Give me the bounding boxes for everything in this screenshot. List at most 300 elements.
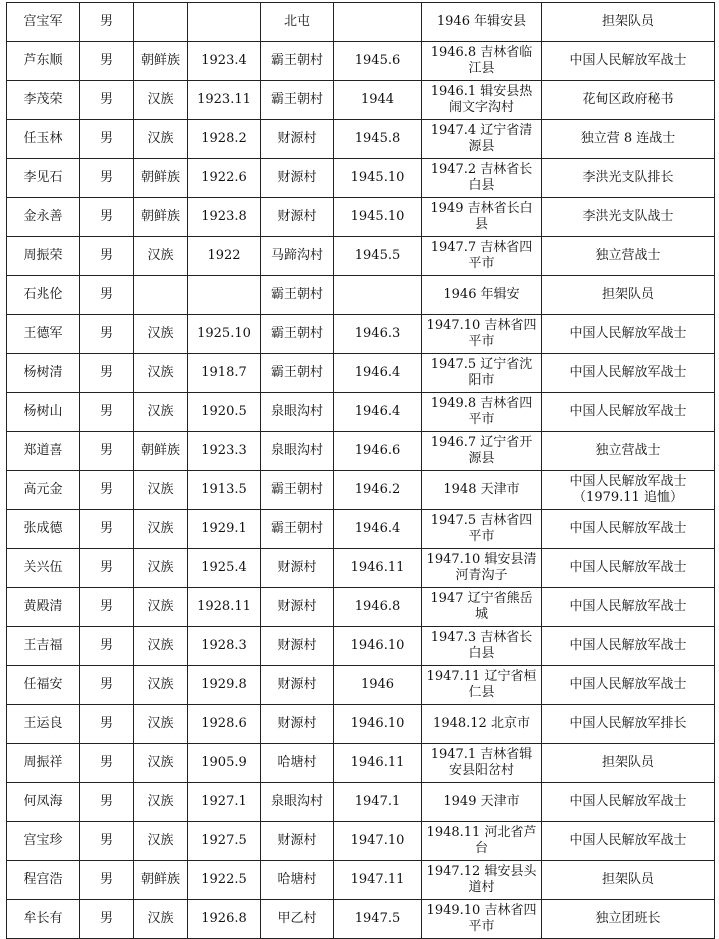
role-cell — [542, 198, 715, 237]
death-date-place-cell-text: 1949.10 吉林省四平市 — [426, 903, 537, 934]
enlist-date-cell — [334, 666, 422, 705]
table-row — [7, 744, 715, 783]
ethnicity-cell-text: 汉族 — [147, 794, 174, 809]
birth-date-cell — [188, 198, 261, 237]
ethnicity-cell — [134, 198, 188, 237]
death-date-place-cell-text: 1948.12 北京市 — [433, 716, 530, 731]
village-cell — [261, 471, 334, 510]
sex-cell-text: 男 — [99, 521, 113, 536]
birth-date-cell — [188, 393, 261, 432]
name-cell-text: 张成德 — [23, 521, 63, 536]
death-date-place-cell-text: 1946.7 辽宁省开源县 — [430, 435, 533, 466]
ethnicity-cell-text: 汉族 — [147, 521, 174, 536]
sex-cell-text: 男 — [99, 482, 113, 497]
sex-cell — [80, 549, 134, 588]
role-cell — [542, 705, 715, 744]
death-date-place-cell-text: 1947.11 辽宁省桓仁县 — [426, 669, 537, 700]
birth-date-cell — [188, 159, 261, 198]
enlist-date-cell — [334, 159, 422, 198]
sex-cell — [80, 315, 134, 354]
role-cell — [542, 861, 715, 900]
death-date-place-cell — [422, 627, 542, 666]
enlist-date-cell — [334, 705, 422, 744]
enlist-date-cell — [334, 315, 422, 354]
ethnicity-cell-text: 汉族 — [147, 755, 174, 770]
name-cell-text: 任玉林 — [23, 131, 63, 146]
name-cell-text: 王运良 — [23, 716, 63, 731]
birth-date-cell-text: 1922.5 — [201, 872, 247, 887]
birth-date-cell-text: 1923.11 — [197, 92, 251, 107]
birth-date-cell — [188, 822, 261, 861]
death-date-place-cell — [422, 471, 542, 510]
death-date-place-cell-text: 1947.12 辑安县头道村 — [426, 864, 537, 895]
death-date-place-cell — [422, 900, 542, 939]
name-cell — [7, 315, 80, 354]
death-date-place-cell — [422, 81, 542, 120]
sex-cell — [80, 3, 134, 42]
ethnicity-cell — [134, 627, 188, 666]
sex-cell — [80, 861, 134, 900]
birth-date-cell-text: 1920.5 — [201, 404, 247, 419]
role-cell-text: 中国人民解放军战士 — [569, 638, 687, 653]
village-cell — [261, 744, 334, 783]
death-date-place-cell-text: 1946.1 辑安县热闹文字沟村 — [430, 84, 533, 115]
enlist-date-cell-text: 1945.10 — [350, 209, 405, 224]
ethnicity-cell-text: 朝鲜族 — [140, 872, 180, 887]
sex-cell — [80, 198, 134, 237]
role-cell — [542, 237, 715, 276]
village-cell — [261, 549, 334, 588]
table-row — [7, 471, 715, 510]
role-cell-text: 中国人民解放军战士 — [569, 794, 687, 809]
table-row — [7, 237, 715, 276]
name-cell — [7, 861, 80, 900]
ethnicity-cell-text: 汉族 — [147, 404, 174, 419]
table-row — [7, 627, 715, 666]
village-cell — [261, 627, 334, 666]
death-date-place-cell — [422, 744, 542, 783]
birth-date-cell — [188, 276, 261, 315]
role-cell-text: 独立营战士 — [595, 443, 661, 458]
enlist-date-cell-text: 1947.11 — [350, 872, 405, 887]
village-cell-text: 霸王朝村 — [270, 53, 323, 68]
ethnicity-cell-text: 汉族 — [147, 248, 174, 263]
enlist-date-cell-text: 1947.1 — [354, 794, 401, 809]
role-cell-text: 中国人民解放军战士 — [569, 474, 687, 489]
name-cell — [7, 822, 80, 861]
death-date-place-cell — [422, 861, 542, 900]
village-cell — [261, 159, 334, 198]
enlist-date-cell — [334, 549, 422, 588]
death-date-place-cell-text: 1949 吉林省长白县 — [430, 201, 533, 232]
role-cell — [542, 549, 715, 588]
sex-cell-text: 男 — [99, 170, 113, 185]
role-cell-text: 担架队员 — [601, 755, 654, 770]
enlist-date-cell-text: 1946.11 — [350, 560, 405, 575]
death-date-place-cell-text: 1946 年辑安 — [443, 287, 520, 302]
name-cell — [7, 783, 80, 822]
village-cell-text: 财源村 — [277, 170, 317, 185]
ethnicity-cell-text: 朝鲜族 — [140, 443, 180, 458]
enlist-date-cell — [334, 120, 422, 159]
sex-cell-text: 男 — [99, 209, 113, 224]
enlist-date-cell-text: 1946.3 — [354, 326, 401, 341]
village-cell — [261, 42, 334, 81]
enlist-date-cell — [334, 861, 422, 900]
birth-date-cell-text: 1928.6 — [201, 716, 247, 731]
role-cell — [542, 3, 715, 42]
birth-date-cell — [188, 120, 261, 159]
role-cell — [542, 588, 715, 627]
sex-cell — [80, 666, 134, 705]
village-cell-text: 霸王朝村 — [270, 521, 323, 536]
death-date-place-cell-text: 1946 年辑安县 — [436, 14, 527, 29]
name-cell-text: 郑道喜 — [23, 443, 63, 458]
death-date-place-cell-text: 1947.5 吉林省四平市 — [430, 513, 533, 544]
table-row — [7, 354, 715, 393]
table-row — [7, 120, 715, 159]
ethnicity-cell — [134, 471, 188, 510]
death-date-place-cell-text: 1947.10 辑安县清河青沟子 — [426, 552, 537, 583]
village-cell-text: 泉眼沟村 — [270, 794, 323, 809]
role-cell-text: 中国人民解放军战士 — [569, 365, 687, 380]
ethnicity-cell-text: 汉族 — [147, 911, 174, 926]
birth-date-cell — [188, 744, 261, 783]
enlist-date-cell — [334, 42, 422, 81]
name-cell-text: 任福安 — [23, 677, 63, 692]
birth-date-cell — [188, 588, 261, 627]
role-cell-text: 担架队员 — [601, 872, 654, 887]
death-date-place-cell — [422, 393, 542, 432]
death-date-place-cell — [422, 42, 542, 81]
enlist-date-cell — [334, 432, 422, 471]
death-date-place-cell-text: 1949.8 吉林省四平市 — [430, 396, 533, 427]
ethnicity-cell — [134, 354, 188, 393]
name-cell — [7, 198, 80, 237]
death-date-place-cell — [422, 354, 542, 393]
village-cell — [261, 861, 334, 900]
sex-cell — [80, 900, 134, 939]
name-cell-text: 石兆伦 — [23, 287, 63, 302]
birth-date-cell — [188, 510, 261, 549]
name-cell — [7, 666, 80, 705]
name-cell — [7, 237, 80, 276]
death-date-place-cell — [422, 315, 542, 354]
name-cell-text: 李茂荣 — [23, 92, 63, 107]
sex-cell — [80, 237, 134, 276]
ethnicity-cell-text: 汉族 — [147, 560, 174, 575]
role-cell — [542, 276, 715, 315]
ethnicity-cell-text: 汉族 — [147, 92, 174, 107]
death-date-place-cell — [422, 822, 542, 861]
name-cell-text: 周振祥 — [23, 755, 63, 770]
role-cell-text: 中国人民解放军战士 — [569, 404, 687, 419]
birth-date-cell-text: 1925.4 — [201, 560, 247, 575]
role-cell — [542, 744, 715, 783]
enlist-date-cell-text: 1946.10 — [350, 716, 405, 731]
name-cell-text: 宫宝军 — [23, 14, 63, 29]
village-cell-text: 哈塘村 — [277, 872, 317, 887]
ethnicity-cell-text: 汉族 — [147, 716, 174, 731]
role-cell-text: 独立团班长 — [595, 911, 661, 926]
village-cell — [261, 900, 334, 939]
name-cell — [7, 81, 80, 120]
village-cell-text: 财源村 — [277, 638, 317, 653]
ethnicity-cell — [134, 237, 188, 276]
role-cell — [542, 900, 715, 939]
village-cell — [261, 588, 334, 627]
sex-cell-text: 男 — [99, 872, 113, 887]
name-cell — [7, 549, 80, 588]
role-cell-text: 独立营 8 连战士 — [580, 131, 676, 146]
name-cell-text: 高元金 — [23, 482, 63, 497]
ethnicity-cell — [134, 549, 188, 588]
death-date-place-cell — [422, 198, 542, 237]
sex-cell — [80, 510, 134, 549]
birth-date-cell-text: 1929.8 — [201, 677, 247, 692]
table-row — [7, 432, 715, 471]
village-cell — [261, 393, 334, 432]
enlist-date-cell — [334, 237, 422, 276]
enlist-date-cell-text: 1947.10 — [350, 833, 405, 848]
village-cell — [261, 237, 334, 276]
birth-date-cell — [188, 666, 261, 705]
table-row — [7, 510, 715, 549]
sex-cell-text: 男 — [99, 599, 113, 614]
enlist-date-cell — [334, 276, 422, 315]
table-row — [7, 705, 715, 744]
village-cell-text: 财源村 — [277, 560, 317, 575]
birth-date-cell — [188, 705, 261, 744]
name-cell — [7, 120, 80, 159]
sex-cell — [80, 588, 134, 627]
enlist-date-cell-text: 1945.10 — [350, 170, 405, 185]
ethnicity-cell — [134, 900, 188, 939]
ethnicity-cell — [134, 42, 188, 81]
ethnicity-cell — [134, 120, 188, 159]
role-cell — [542, 120, 715, 159]
name-cell — [7, 510, 80, 549]
ethnicity-cell — [134, 159, 188, 198]
sex-cell-text: 男 — [99, 443, 113, 458]
role-cell-text: 中国人民解放军战士 — [569, 599, 687, 614]
ethnicity-cell — [134, 588, 188, 627]
enlist-date-cell — [334, 393, 422, 432]
sex-cell-text: 男 — [99, 53, 113, 68]
death-date-place-cell — [422, 276, 542, 315]
village-cell — [261, 198, 334, 237]
village-cell — [261, 315, 334, 354]
role-cell-text: 李洪光支队战士 — [582, 209, 674, 224]
name-cell-text: 牟长有 — [23, 911, 63, 926]
birth-date-cell-text: 1918.7 — [201, 365, 247, 380]
ethnicity-cell — [134, 315, 188, 354]
role-cell — [542, 627, 715, 666]
name-cell — [7, 588, 80, 627]
enlist-date-cell — [334, 510, 422, 549]
role-cell-text: 中国人民解放军战士 — [569, 326, 687, 341]
death-date-place-cell-text: 1947.5 辽宁省沈阳市 — [430, 357, 533, 388]
role-cell-text: 中国人民解放军战士 — [569, 53, 687, 68]
name-cell-text: 宫宝珍 — [23, 833, 63, 848]
ethnicity-cell — [134, 510, 188, 549]
ethnicity-cell-text: 汉族 — [147, 638, 174, 653]
sex-cell-text: 男 — [99, 92, 113, 107]
sex-cell — [80, 354, 134, 393]
sex-cell — [80, 471, 134, 510]
sex-cell-text: 男 — [99, 755, 113, 770]
sex-cell-text: 男 — [99, 404, 113, 419]
role-cell — [542, 354, 715, 393]
village-cell — [261, 432, 334, 471]
sex-cell-text: 男 — [99, 677, 113, 692]
role-cell — [542, 393, 715, 432]
death-date-place-cell-text: 1947.10 吉林省四平市 — [426, 318, 537, 349]
birth-date-cell — [188, 42, 261, 81]
village-cell-text: 霸王朝村 — [270, 482, 323, 497]
enlist-date-cell — [334, 900, 422, 939]
birth-date-cell — [188, 432, 261, 471]
enlist-date-cell — [334, 627, 422, 666]
death-date-place-cell — [422, 432, 542, 471]
sex-cell-text: 男 — [99, 248, 113, 263]
role-cell — [542, 822, 715, 861]
role-cell-text: 花甸区政府秘书 — [582, 92, 674, 107]
birth-date-cell-text: 1928.3 — [201, 638, 247, 653]
birth-date-cell-text: 1925.10 — [197, 326, 251, 341]
role-cell-text: 独立营战士 — [595, 248, 661, 263]
sex-cell-text: 男 — [99, 326, 113, 341]
village-cell-text: 霸王朝村 — [270, 365, 323, 380]
table-row — [7, 666, 715, 705]
name-cell-text: 杨树清 — [23, 365, 63, 380]
enlist-date-cell — [334, 81, 422, 120]
enlist-date-cell — [334, 3, 422, 42]
birth-date-cell-text: 1923.3 — [201, 443, 247, 458]
birth-date-cell — [188, 3, 261, 42]
role-cell-text: 中国人民解放军排长 — [569, 716, 687, 731]
name-cell — [7, 276, 80, 315]
enlist-date-cell-text: 1946.4 — [354, 404, 401, 419]
role-cell — [542, 783, 715, 822]
birth-date-cell — [188, 900, 261, 939]
sex-cell-text: 男 — [99, 14, 113, 29]
death-date-place-cell-text: 1948.11 河北省芦台 — [426, 825, 537, 856]
ethnicity-cell — [134, 393, 188, 432]
sex-cell-text: 男 — [99, 638, 113, 653]
table-row — [7, 549, 715, 588]
village-cell — [261, 81, 334, 120]
ethnicity-cell — [134, 822, 188, 861]
village-cell — [261, 3, 334, 42]
village-cell-text: 财源村 — [277, 131, 317, 146]
role-cell — [542, 510, 715, 549]
name-cell — [7, 744, 80, 783]
table-row — [7, 198, 715, 237]
martyr-roster-table — [6, 2, 715, 939]
ethnicity-cell — [134, 666, 188, 705]
ethnicity-cell-text: 朝鲜族 — [140, 53, 180, 68]
ethnicity-cell-text: 汉族 — [147, 131, 174, 146]
name-cell — [7, 705, 80, 744]
table-row — [7, 276, 715, 315]
name-cell — [7, 432, 80, 471]
death-date-place-cell-text: 1949 天津市 — [443, 794, 520, 809]
village-cell-text: 泉眼沟村 — [270, 404, 323, 419]
ethnicity-cell — [134, 861, 188, 900]
death-date-place-cell — [422, 588, 542, 627]
table-row — [7, 822, 715, 861]
village-cell-text: 财源村 — [277, 599, 317, 614]
name-cell-text: 周振荣 — [23, 248, 63, 263]
role-cell-text: 担架队员 — [601, 14, 654, 29]
ethnicity-cell-text: 汉族 — [147, 365, 174, 380]
village-cell — [261, 276, 334, 315]
ethnicity-cell — [134, 3, 188, 42]
role-cell — [542, 432, 715, 471]
village-cell-text: 霸王朝村 — [270, 326, 323, 341]
birth-date-cell — [188, 315, 261, 354]
sex-cell-text: 男 — [99, 287, 113, 302]
sex-cell-text: 男 — [99, 365, 113, 380]
name-cell-text: 李见石 — [23, 170, 63, 185]
table-row — [7, 159, 715, 198]
sex-cell — [80, 783, 134, 822]
birth-date-cell — [188, 354, 261, 393]
ethnicity-cell — [134, 744, 188, 783]
death-date-place-cell — [422, 159, 542, 198]
table-row — [7, 42, 715, 81]
role-cell-text: 中国人民解放军战士 — [569, 677, 687, 692]
name-cell — [7, 393, 80, 432]
enlist-date-cell — [334, 198, 422, 237]
village-cell — [261, 510, 334, 549]
sex-cell — [80, 744, 134, 783]
birth-date-cell-text: 1926.8 — [201, 911, 247, 926]
village-cell-text: 甲乙村 — [277, 911, 317, 926]
role-cell — [542, 471, 715, 510]
enlist-date-cell-text: 1945.8 — [354, 131, 401, 146]
ethnicity-cell-text: 汉族 — [147, 677, 174, 692]
table-row — [7, 81, 715, 120]
sex-cell-text: 男 — [99, 794, 113, 809]
village-cell — [261, 822, 334, 861]
table-row — [7, 315, 715, 354]
role-note-text: （1979.11 追恤） — [573, 490, 683, 505]
sex-cell — [80, 120, 134, 159]
ethnicity-cell-text: 汉族 — [147, 326, 174, 341]
name-cell — [7, 627, 80, 666]
enlist-date-cell-text: 1945.6 — [354, 53, 401, 68]
village-cell — [261, 705, 334, 744]
enlist-date-cell — [334, 588, 422, 627]
ethnicity-cell-text: 汉族 — [147, 599, 174, 614]
birth-date-cell — [188, 783, 261, 822]
enlist-date-cell-text: 1946.6 — [354, 443, 401, 458]
role-cell — [542, 315, 715, 354]
sex-cell — [80, 42, 134, 81]
enlist-date-cell-text: 1946 — [360, 677, 395, 692]
name-cell-text: 何凤海 — [23, 794, 63, 809]
name-cell-text: 关兴伍 — [23, 560, 63, 575]
death-date-place-cell — [422, 120, 542, 159]
birth-date-cell — [188, 237, 261, 276]
table-row — [7, 861, 715, 900]
village-cell-text: 泉眼沟村 — [270, 443, 323, 458]
village-cell-text: 财源村 — [277, 677, 317, 692]
name-cell — [7, 900, 80, 939]
ethnicity-cell — [134, 705, 188, 744]
